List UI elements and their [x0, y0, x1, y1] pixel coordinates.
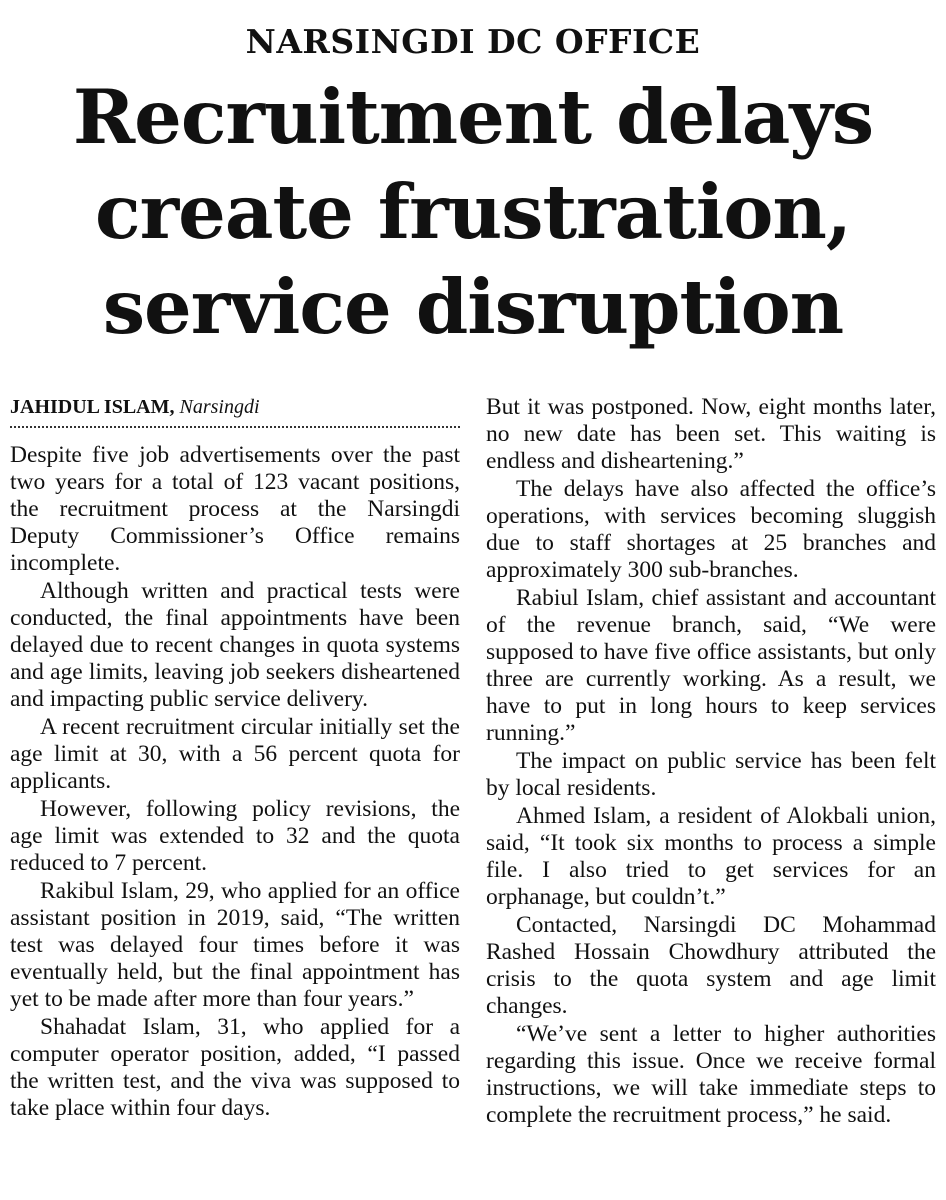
paragraph: But it was postponed. Now, eight months later, no new date has been set. This waiting is endless and disheartening.” — [486, 394, 936, 474]
paragraph: The delays have also affected the office’s operations, with services becoming sluggish due to staff shortages at 25 branches and approximately 300 sub-branches. — [486, 476, 936, 583]
section-kicker: NARSINGDI DC OFFICE — [245, 22, 701, 61]
paragraph: “We’ve sent a letter to higher authorities regarding this issue. Once we receive formal instructions, we will take immediate steps to complete the recruitment process,” he said. — [486, 1021, 936, 1128]
paragraph: Rakibul Islam, 29, who applied for an office assistant position in 2019, said, “The written test was delayed four times before it was eventually held, but the final appointment has yet to be made after more than four years.” — [10, 878, 460, 1012]
left-column — [10, 394, 460, 1130]
paragraph: Shahadat Islam, 31, who applied for a computer operator position, added, “I passed the written test, and the viva was supposed to take place within four days. — [10, 1014, 460, 1121]
paragraph: The impact on public service has been felt by local residents. — [486, 748, 936, 801]
paragraph: A recent recruitment circular initially set the age limit at 30, with a 56 percent quota for applicants. — [10, 714, 460, 794]
dotted-divider — [10, 426, 460, 428]
paragraph: Ahmed Islam, a resident of Alokbali union, said, “It took six months to process a simple file. I also tried to get services for an orphanage, but couldn’t.” — [486, 803, 936, 910]
paragraph: However, following policy revisions, the age limit was extended to 32 and the quota reduced to 7 percent. — [10, 796, 460, 876]
byline — [10, 394, 460, 420]
article-body — [10, 394, 936, 1130]
paragraph: Rabiul Islam, chief assistant and accountant of the revenue branch, said, “We were supposed to have five office assistants, but only three are currently working. As a result, we have to put in long hours to keep services running.” — [486, 585, 936, 746]
headline: Recruitment delays create frustration, service disruption — [72, 73, 874, 351]
byline-author: JAHIDUL ISLAM, — [10, 396, 175, 418]
paragraph: Although written and practical tests were conducted, the final appointments have been delayed due to recent changes in quota systems and age limits, leaving job seekers disheartened and impacting public service delivery. — [10, 578, 460, 712]
paragraph: Contacted, Narsingdi DC Mohammad Rashed Hossain Chowdhury attributed the crisis to the quota system and age limit changes. — [486, 912, 936, 1019]
byline-location: Narsingdi — [179, 396, 260, 418]
right-column — [486, 394, 936, 1130]
paragraph: Despite five job advertisements over the past two years for a total of 123 vacant positions, the recruitment process at the Narsingdi Deputy Commissioner’s Office remains incomplete. — [10, 442, 460, 576]
